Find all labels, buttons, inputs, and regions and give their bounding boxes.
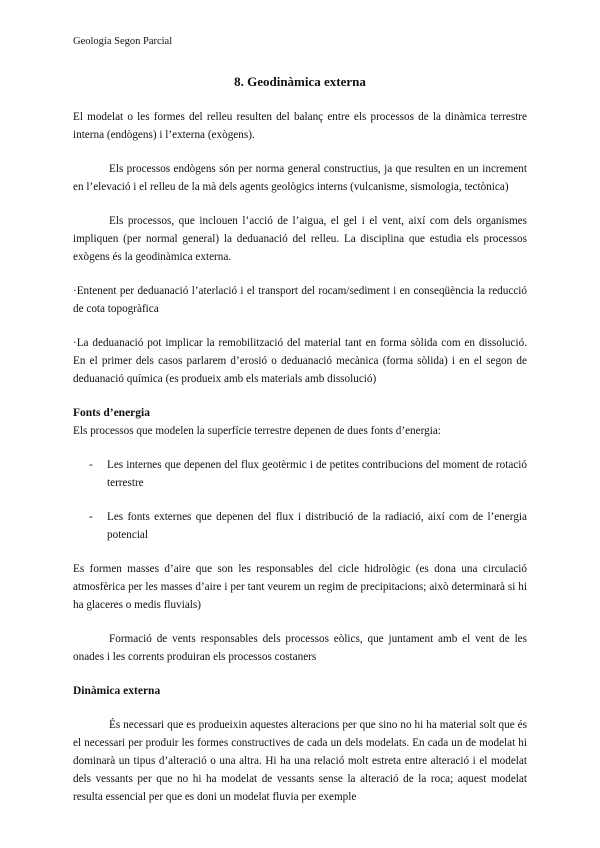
paragraph-winds: Formació de vents responsables dels processos eòlics, que juntament amb el vent de les onades i les corrents produiran els processos costaners (73, 633, 527, 663)
paragraph-air-masses: Es formen masses d’aire que son les responsables del cicle hidrològic (es dona una circulació atmosfèrica per les masses d’aire i per tant veurem un regim de precipitacions; això determinarà si hi ha glaceres o medis fluvials) (73, 563, 527, 611)
list-item-text: Les internes que depenen del flux geotèrmic i de petites contribucions del moment de rotació terrestre (107, 459, 527, 489)
list-item (73, 508, 527, 544)
section-heading-energy-sources: Fonts d’energia (73, 407, 150, 419)
paragraph-energy-intro: Els processos que modelen la superfície terrestre depenen de dues fonts d’energia: (73, 425, 441, 437)
paragraph-exogenous: Els processos, que inclouen l’acció de l’aigua, el gel i el vent, així com dels organismes impliquen (per normal general) la deduanació del relleu. La disciplina que estudia els processos exògens és la geodinàmica externa. (73, 215, 527, 263)
document-body (73, 108, 527, 806)
list-item (73, 456, 527, 492)
paragraph-external-dynamics: És necessari que es produeixin aquestes alteracions per que sino no hi ha material solt que és el necessari per produir les formes constructives de cada un dels modelats. En cada un de modelat hi dominarà un tipus d’alteració o una altra. Hi ha una relació molt estreta entre alteració i el modelat dels vessants per que no hi ha modelat de vessants sense la alteració de la roca; aquest modelat resulta essencial per que es doni un modelat fluvia per exemple (73, 719, 527, 803)
section-heading-external-dynamics: Dinàmica externa (73, 685, 161, 697)
energy-sources-list (73, 456, 527, 544)
paragraph-intro: El modelat o les formes del relleu resulten del balanç entre els processos de la dinàmica terrestre interna (endògens) i l’externa (exògens). (73, 111, 527, 141)
bullet-dash: - (89, 511, 93, 523)
list-item-text: Les fonts externes que depenen del flux i distribució de la radiació, així com de l’energia potencial (107, 511, 527, 541)
paragraph-deduanacio-types: ·La deduanació pot implicar la remobilització del material tant en forma sòlida com en dissolució. En el primer dels casos parlarem d’erosió o deduanació mecànica (forma sòlida) i en el segon de deduanació química (es produeix amb els materials amb dissolució) (73, 337, 527, 385)
page-title: 8. Geodinàmica externa (234, 74, 366, 89)
paragraph-deduanacio-definition: ·Entenent per deduanació l’aterlació i el transport del rocam/sediment i en conseqüència la reducció de cota topogràfica (73, 285, 527, 315)
bullet-dash: - (89, 459, 93, 471)
page-header: Geología Segon Parcial (73, 36, 173, 47)
paragraph-endogenous: Els processos endògens són per norma general constructius, ja que resulten en un increment en l’elevació i el relleu de la mà dels agents geològics interns (vulcanisme, sismologia, tectònica) (73, 163, 527, 193)
